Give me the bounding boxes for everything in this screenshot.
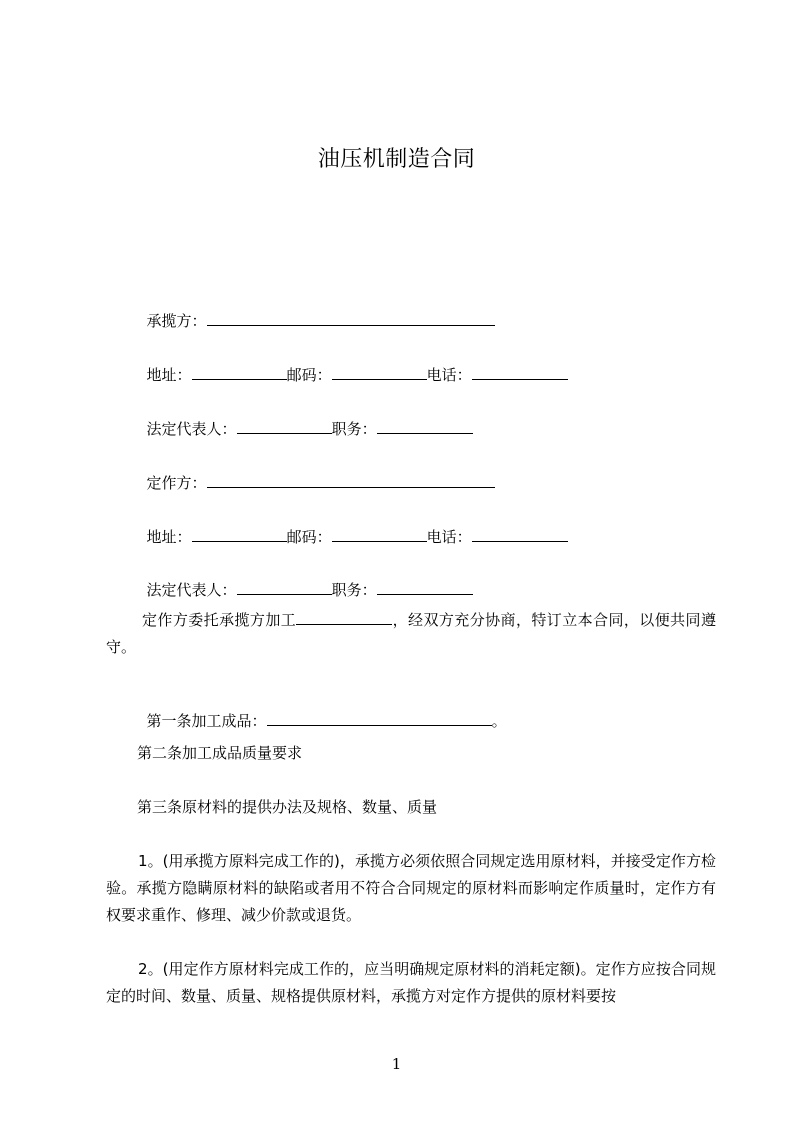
- item-1-paragraph: 1。(用承揽方原料完成工作的)，承揽方必须依照合同规定选用原材料，并接受定作方检验。承揽方隐瞒原材料的缺陷或者用不符合合同规定的原材料而影响定作质量时，定作方有权要求重作、修理、减少价款或退货。: [106, 852, 716, 924]
- item-2-paragraph: 2。(用定作方原材料完成工作的，应当明确规定原材料的消耗定额)。定作方应按合同规定的时间、数量、质量、规格提供原材料，承揽方对定作方提供的原材料要按: [106, 960, 716, 1005]
- document-title: 油压机制造合同: [317, 147, 476, 172]
- orderer-label: 定作方：: [146, 474, 207, 492]
- address-blank: [192, 526, 287, 542]
- orderer-blank: [207, 472, 495, 488]
- legal-rep-label: 法定代表人：: [146, 420, 237, 438]
- legal-rep-blank: [237, 579, 332, 595]
- position-blank: [377, 418, 473, 434]
- article-1-end: 。: [491, 712, 507, 730]
- address-label: 地址：: [146, 528, 192, 546]
- contractor-line: [137, 290, 495, 331]
- article-1-line: [137, 690, 507, 731]
- address-label: 地址：: [146, 366, 192, 384]
- article-1-blank: [267, 710, 492, 726]
- contractor-label: 承揽方：: [146, 312, 207, 330]
- product-blank: [296, 609, 392, 625]
- orderer-rep-line: [137, 559, 473, 600]
- intro-text-2: ，经双方充分协商，特订立本合同，以便共同遵守。: [106, 611, 716, 656]
- position-label: 职务：: [331, 420, 377, 438]
- contractor-rep-line: [137, 398, 473, 439]
- orderer-line: [137, 452, 495, 493]
- address-blank: [192, 364, 287, 380]
- postcode-blank: [332, 364, 427, 380]
- position-label: 职务：: [331, 581, 377, 599]
- article-1-label: 第一条加工成品：: [146, 712, 267, 730]
- legal-rep-blank: [237, 418, 332, 434]
- phone-label: 电话：: [426, 366, 472, 384]
- postcode-label: 邮码：: [286, 528, 332, 546]
- contractor-address-line: [137, 344, 568, 385]
- phone-blank: [472, 364, 568, 380]
- postcode-label: 邮码：: [286, 366, 332, 384]
- phone-label: 电话：: [426, 528, 472, 546]
- legal-rep-label: 法定代表人：: [146, 581, 237, 599]
- article-2: 第二条加工成品质量要求: [137, 744, 303, 762]
- postcode-blank: [332, 526, 427, 542]
- position-blank: [377, 579, 473, 595]
- page-number: 1: [391, 1055, 402, 1073]
- intro-text-1: 定作方委托承揽方加工: [142, 611, 297, 629]
- phone-blank: [472, 526, 568, 542]
- orderer-address-line: [137, 506, 568, 547]
- article-3: 第三条原材料的提供办法及规格、数量、质量: [137, 798, 438, 816]
- intro-paragraph: [106, 607, 716, 661]
- contractor-blank: [207, 310, 495, 326]
